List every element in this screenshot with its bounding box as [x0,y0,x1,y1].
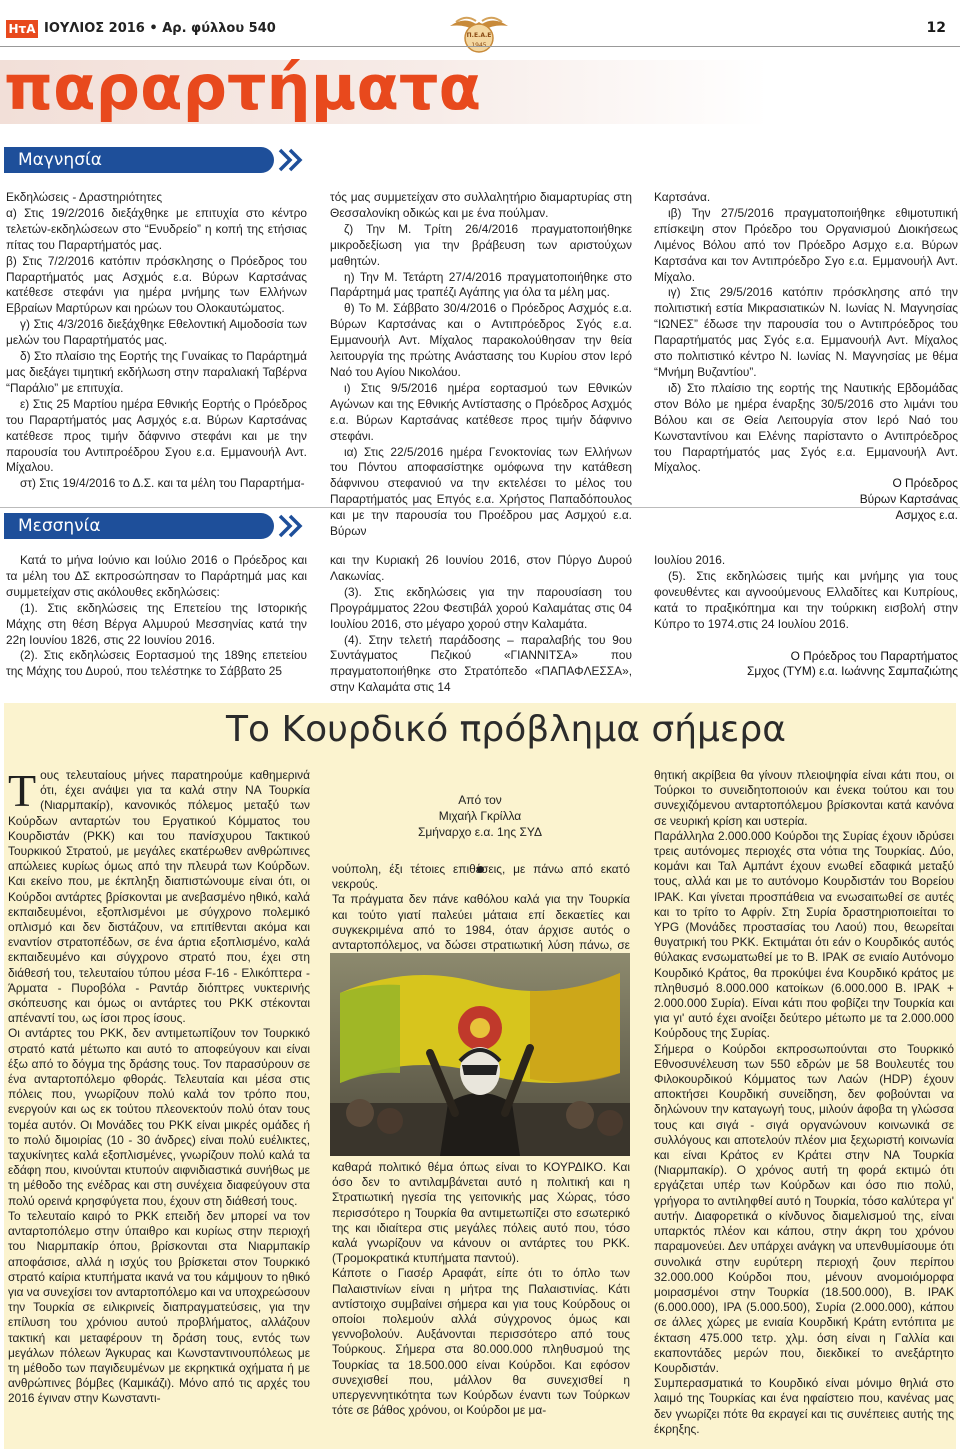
byline-line: Από τον [458,793,502,807]
paragraph: (1). Στις εκδηλώσεις της Επετείου της Ιστορικής Μάχης στη θέση Βέργα Αλμυρού Μεσσηνίας κατά την 22η Ιουνίου 1826, στις 22 Ιουνίου 2016. [6,600,307,647]
masthead-title: παραρτήματα [4,51,482,124]
paragraph: η) Την Μ. Τετάρτη 27/4/2016 πραγματοποιήθηκε στο Παράρτημά μας τραπέζι Αγάπης για όλα τα μέλη μας. [330,269,632,300]
paragraph: ι) Στις 9/5/2016 ημέρα εορτασμού των Εθνικών Αγώνων και της Εθνικής Αντίστασης ο Πρόεδρος Ασχμός ε.α. Βύρων Καρτσάνας κατέθεσε προς τιμήν δάφνινο στεφάνι. [330,380,632,443]
paragraph: Ιουλίου 2016. [654,553,726,567]
paragraph: (3). Στις εκδηλώσεις για την παρουσίαση του Προγράμματος 22ου Φεστιβάλ χορού Καλαμάτας στις 04 Ιουλίου 2016, στο μέγαρο χορού στην Καλαμάτα. [330,584,632,631]
article-column-3 [654,768,954,1446]
paragraph: γ) Στις 4/3/2016 διεξάχθηκε Εθελοντική Αιμοδοσία των μελών του Παραρτήματός μας. [6,317,307,348]
paragraph: Καρτσάνα. [654,190,711,204]
messinia-column-1 [6,553,307,680]
chevron-right-icon [288,148,302,172]
signature-line: Βύρων Καρτσάνας [859,492,958,507]
magnisia-column-2 [330,190,632,540]
paragraph: τός μας συμμετείχαν στο συλλαλητήριο διαμαρτυρίας στη Θεσσαλονίκη οδικώς και με ένα πούλμαν. [330,190,632,220]
masthead [0,51,960,124]
article-byline [372,792,588,873]
paragraph: δ) Στο πλαίσιο της Εορτής της Γυναίκας το Παράρτημά μας διεξάγει τιμητική εκδήλωση στην παραλιακή Ταβέρνα “Παράλιο” με επιτυχία. [6,349,307,395]
article-column-1 [8,765,310,1446]
author-name: Μιχαήλ Γκρίλλα [438,809,522,823]
section-title: Μαγνησία [4,147,274,173]
article-title: Το Κουρδικό πρόβλημα σήμερα [226,709,786,750]
paragraph: καθαρά πολιτικό θέμα όπως είναι το ΚΟΥΡΔΙΚΟ. Και όσο δεν το αντιλαμβάνεται αυτό η πολιτική και η Στρατιωτική ηγεσία της γειτονικής μας Χώρας, τόσο περισσότερο η Τουρκία θα αντιμετωπίζει στο εσωτερικό της και ιδιαίτερα στις μεγάλες πόλεις αυτό που, τόσο καλά γνωρίζουν να κάνουν οι αντάρτες του PKK. (Τρομοκρατικά κτυπήματα παντού). [332,1160,630,1266]
paragraph: (5). Στις εκδηλώσεις τιμής και μνήμης για τους φονευθέντες και αγνοούμενους Ελλαδίτες και Κυπρίους, κατά το πραξικόπημα και την τούρκικη εισβολή στην Κύπρο το 1974.στις 24 Ιουλίου 2016. [654,568,958,631]
signature-line: Ασμχος ε.α. [895,508,958,523]
paragraph: (4). Στην τελετή παράδοσης – παραλαβής του 9ου Συντάγματος Πεζικού «ΓΙΑΝΝΙΤΣΑ» που πραγματοποιήθηκε στο Στρατόπεδο «ΠΑΠΑΦΛΕΣΣΑ», στην Καλαμάτα στις 14 [330,632,632,695]
paragraph: Κατά το μήνα Ιούνιο και Ιούλιο 2016 ο Πρόεδρος και τα μέλη του ΔΣ εκπροσώπησαν το Παράρτημά μας και συμμετείχαν στις ακόλουθες εκδηλώσεις: [6,553,307,599]
paragraph: ιδ) Στο πλαίσιο της εορτής της Ναυτικής Εβδομάδας στον Βόλο με ημέρα έναρξης 30/5/2016 στο λιμάνι του Βόλου και σε Θεία Λειτουργία στον Ιερό Ναό του Κωνσταντίνου και Ελένης παρίσταντο ο Αντιπρόεδρος του Παραρτήματός μας Σγός ε.α. Εμμανουήλ Αντ. Μίχαλος. [654,380,958,475]
chevron-right-icon [288,514,302,538]
page-number: 12 [926,20,946,36]
messinia-column-2 [330,553,632,696]
paragraph-heading: Εκδηλώσεις - Δραστηριότητες [6,190,163,204]
emblem-text: Π.Ε.Α.Ε [466,32,492,39]
magnisia-column-1 [6,190,307,492]
paragraph: Συμπερασματικά το Κουρδικό είναι μόνιμο θηλιά στο λαιμό της Τουρκίας και ένα ηφαίστειο που, κανένας μας δεν γνωρίζει πότε θα εκραγεί και τις συνέπειες αυτής της έκρηξης. [654,1376,954,1436]
paragraph: θ) Το Μ. Σάββατο 30/4/2016 ο Πρόεδρος Ασχμός ε.α. Βύρων Καρτσάνας και ο Αντιπρόεδρος Σγός ε.α. Εμμανουήλ Αντ. Μίχαλος παρακολούθησαν την θεία λειτουργία της πρώτης Ανάστασης του Κυρίου στον Ιερό Ναό του Αγίου Νικολάου. [330,301,632,379]
paragraph: β) Στις 7/2/2016 κατόπιν πρόσκλησης ο Πρόεδρος του Παραρτήματός μας Ασχμός ε.α. Βύρων Καρτσάνας κατέθεσε στεφάνι για ημέρα μνήμης των Ελλήνων Εβραίων Μαρτύρων και ηρώων του Ολοκαυτώματος. [6,253,307,316]
issue-info: ΙΟΥΛΙΟΣ 2016 • Αρ. φύλλου 540 [44,21,276,36]
author-rank: Σμήναρχο ε.α. 1ης ΣΥΔ [417,825,543,839]
paragraph: Τους τελευταίους μήνες παρατηρούμε καθημερινά ότι, έχει ανάψει για τα καλά στην ΝΑ Τουρκία (Νιαρμπακίρ), κανονικός πόλεμος μεταξύ των Κούρδων ανταρτών του Εργατικού Κόμματος του Κουρδιστάν (PKK) και του πανίσχυρου Τακτικού Τουρκικού Στρατού, με μεγάλες εκατέρωθεν ανθρώπινες απώλειες κυρίως όμως από την πλευρά των Κούρδων. Και εκείνο που, με έκπληξη διαπιστώνουμε είναι ότι, οι Κούρδοι αντάρτες βρίσκονται με ανεβασμένο ηθικό, καλά εκπαιδευμένοι, εξοπλισμένοι με σύγχρονο πολεμικό οπλισμό και δεν διστάζουν, να επιτίθενται ακόμα και εναντίον στρατοπέδων, σε ένα άρτια εξοπλισμένο, καλά εκπαιδευμένο και σύγχρονο στρατό που, έχει στη διάθεσή του, τελευταίου τύπου μέσα F-16 - Ελικόπτερα - Άρματα - Πυροβόλα - Ραντάρ διόπτρες νυκτερινής σκόπευσης και όμως οι αντάρτες του PKK στέκονται απέναντί του, ως ίσοι προς ίσους. [8,765,310,1026]
protester-flag-image [330,953,630,1156]
page-header [0,8,960,42]
messinia-column-3 [654,553,958,680]
section-divider [0,507,960,508]
paragraph: Σήμερα ο Κούρδοι εκπροσωπούνται στο Τουρκικό Εθνοσυνέλευση των 550 εδρών με 58 Βουλευτές του Φιλοκουρδικού Κόμματος των Λαών (HDP) έχουν αποκτήσει Κουρδική συνείδηση, δεν φοβούνται να δηλώνουν την καταγωγή τους, μιλούν άφοβα τη γλώσσα τους και σιγά - σιγά οργανώνουν κοινωνικά σε συλλόγους και αποτελούν πλέον μια ξεχωριστή κοινωνία και είναι Κράτος εν Κράτει στην ΝΑ Τουρκία (Νιαρμπακίρ). Ο χρόνος αυτή τη φορά εκτιμώ ότι εργάζεται υπέρ των Κούρδων και όσο πιο πολύ, γρήγορα το αντιληφθεί αυτό η Τουρκία, τόσο καλύτερα γι' αυτήν. Διαφορετικά ο κίνδυνος διαμελισμού της, είναι υπαρκτός πλέον και κάπου, στην άκρη του χρόνου παραμονεύει. Δεν υπάρχει ανάγκη να υπενθυμίσουμε ότι συνολικά στην ευρύτερη περιοχή ζουν περίπου 32.000.000 Κούρδοι που, μένουν ανομοιόμορφα μοιρασμένοι στην Τουρκία (18.500.000), Β. ΙΡΑΚ (6.000.000), IPA (5.000.500), Συρία (2.000.000), κάπου σε άλλες χώρες με ενιαία Κουρδική Κράτη εντόπιτα με έκταση 475.000 τετρ. χλμ. όση είναι η Γαλλία και εκαποντάδες μερών που, διεκδικεί το ανεξάρτητο Κουρδιστάν. [654,1041,954,1375]
paragraph: ιγ) Στις 29/5/2016 κατόπιν πρόσκλησης από την πολιτιστική εστία Μικρασιατικών Ν. Ιωνίας Ν. Μαγνησίας “ΙΩΝΕΣ” έδωσε την παρουσία του ο Αντιπρόεδρος του Παραρτήματός μας Σγός ε.α. Εμμανουήλ Αντ. Μίχαλος στο πολιτιστικό κέντρο Ν. Ιωνίας Ν. Μαγνησίας με θέμα “Μνήμη Βυζαντίου”. [654,285,958,379]
paragraph: στ) Στις 19/4/2016 το Δ.Σ. και τα μέλη του Παραρτήμα- [20,476,305,491]
signature-line: Ο Πρόεδρος του Παραρτήματος [790,648,958,663]
paragraph: (2). Στις εκδηλώσεις Εορτασμού της 189ης επετείου της Μάχης του Δυρού, που τελέστηκε το Σάββατο 25 [6,648,307,679]
paragraph: ζ) Την Μ. Τρίτη 26/4/2016 πραγματοποιήθηκε μικροδεξίωση για την βράβευση των αριστούχων μαθητών. [330,221,632,268]
paragraph: Παράλληλα 2.000.000 Κούρδοι της Συρίας έχουν ιδρύσει τρεις αυτόνομες περιοχές στα νότια της Τουρκίας. Δύο, κομάνι και Ταλ Αμπάντ έχουν ενωθεί εδαφικά μεταξύ τους, αλλά και με το αυτόνομο Κουρδιστάν του Βορείου ΙΡΑΚ. Και γίνεται προσπάθεια να ενωσαιτωθεί σε αυτές και το τρίτο το Αφρίν. Στη Συρία δραστηριοποιείται το YPG (Μονάδες προστασίας του Λαού) που, θεωρείται θυγατρική του PKK. Εκτιμάται ότι εάν ο Κουρδικός αυτός θύλακας ενσωματωθεί με το Β. ΙΡΑΚ σε ενιαίο Αυτόνομο Κουρδικό Κράτος, θα προκύψει ένα Κουρδικό κράτος με πληθυσμό 8.000.000 κατοίκων (6.000.000 Β. ΙΡΑΚ + 2.000.000 Συρία). Είναι κάτι που φοβίζει την Τουρκία και για γι' αυτό έχει ανοίξει δεύτερο μέτωπο με τα 2.000.000 Κούρδους της Συρίας. [654,828,954,1041]
drop-cap: Τ [8,765,37,816]
magnisia-column-3 [654,190,958,524]
article-column-2-top [332,862,630,952]
paragraph: Κάποτε ο Γιασέρ Αραφάτ, είπε ότι το όπλο των Παλαιστινίων είναι η μήτρα της Παλαιστινίας. Κάτι αντίστοιχο συμβαίνει σήμερα και για τους Κούρδους οι οποίοι πολεμούν αλλά σύγχρονος όμως και γεννοβολούν. Αυξάνονται περισσότερο από τους Τούρκους. Σήμερα στα 80.000.000 πληθυσμού της Τουρκίας τα 18.500.000 είναι Κούρδοι. Και εφόσον συνεχισθεί που, μάλλον θα συνεχισθεί η υπεργεννητικότητα των Κούρδων έναντι των Τούρκων τότε σε βάθος χρόνου, οι Κούρδοι με μα- [332,1266,630,1418]
paragraph: και την Κυριακή 26 Ιουνίου 2016, στον Πύργο Δυρού Λακωνίας. [330,553,632,583]
signature-line: Ο Πρόεδρος [892,476,958,491]
paragraph: Το τελευταίο καιρό το PKK επειδή δεν μπορεί να τον ανταρτοπόλεμο στην ύπαιθρο και κυρίως στην περιοχή του Νιαρμπακίρ όπου, βρίσκονται στα Νιαρμπακίρ αποφάσισε, αλλά η ισχύς του βρίσκεται στον Τουρκικό στρατό καίρια κτυπήματα ικανά να του κάμψουν το ηθικό για να συνεχίσει τον ανταρτοπόλεμο και να υποχρεώσουν την Τουρκία σε ειλικρινείς διαπραγματεύσεις, για την επίλυση του χρόνιου αυτού προβλήματος, αλλάζουν τακτική και μεταφέρουν τη δράση τους, εντός των μεγάλων πόλεων Άγκυρας και Κωνσταντινουπόλεως με τη μέθοδο των παγιδευμένων με εκρηκτικά οχήματα ή με ανθρώπινες βόμβες (Καμικάζι). Μόνο από τις αρχές του 2016 έγιναν στην Κωνσταντι- [8,1208,310,1406]
header-rule [0,46,960,47]
paragraph: ια) Στις 22/5/2016 ημέρα Γενοκτονίας των Ελλήνων του Πόντου απoφασίστηκε ομόφωνα την κατάθεση δάφνινου στεφανιού να την εκτελέσει το μέλος του Παραρτήματός μας Επγός ε.α. Χρήστος Παπαδόπουλος και με την παρουσία του Προέδρου μας Ασμχού ε.α. Βύρων [330,444,632,539]
emblem-icon [448,12,510,56]
section-header-messinia [4,513,304,539]
signature-line: Σμχος (ΤΥΜ) ε.α. Ιωάννης Σαμπαζιώτης [747,664,958,679]
paragraph: Οι αντάρτες του PKK, δεν αντιμετωπίζουν τον Τουρκικό στρατό κατά μέτωπο και αυτό το αποφεύγουν και είναι έξω από το δόγμα της δράσης τους. Τον παρασύρουν σε ένα ανταρτοπόλεμο φθοράς. Τελευταία και μέσα στις πόλεις που, γνωρίζουν πολύ καλά τον τρόπο που, ενεργούν και ως εκ τούτου πλεονεκτούν πολύ όταν τους τομέα αυτόν. Οι Μονάδες του PKK είναι μικρές ομάδες ή το πολύ διμοιρίας (10 - 30 άνδρες) είναι πολύ ευέλικτες, ταχυκίνητες καλά εξοπλισμένες, γνωρίζουν πολύ καλά τα εδάφη που, κινούνται κτυπούν αιφνιδιαστικά συνήθως με τη μέθοδο της ενέδρας και στη συνέχεια διαφεύγουν στα πολύ ορεινά κρησφύγετα που, έχουν στη διάθεσή τους. [8,1026,310,1208]
protest-photo [330,953,630,1156]
paragraph: Τα πράγματα δεν πάνε καθόλου καλά για την Τουρκία και τούτο γιατί παλεύει μάταια επί δεκαετίες και συγκεκριμένα από το 1984, όταν άρχισε αυτός ο ανταρτοπόλεμος, να δώσει στρατιωτική λύση πάνω, σε [332,892,630,953]
paragraph: ε) Στις 25 Μαρτίου ημέρα Εθνικής Εορτής ο Πρόεδρος του Παραρτήματός μας Ασμχός ε.α. Βύρων Καρτσάνας κατέθεσε προς τιμήν δάφνινο στεφάνι και με την παρουσία του Αντιπροέδρου Σγου ε.α. Εμμανουήλ Αντ. Μίχαλου. [6,396,307,475]
paragraph: νούπολη, έξι τέτοιες επιθέσεις, με πάνω από εκατό νεκρούς. [332,862,630,892]
article-column-2-bottom [332,1160,630,1448]
publication-logo: ΗτΑ [6,20,38,38]
paragraph: θητική ακρίβεια θα γίνουν πλειοψηφία είναι κάτι που, οι Τούρκοι το συνειδητοποιούν και ένεκα τούτου και του συνεχιζόμενου ανταρτοπόλεμου βρίσκονται κατά κανόνα σε νευρική κρίση και υστερία. [654,768,954,828]
section-title: Μεσσηνία [4,513,274,539]
paragraph: α) Στις 19/2/2016 διεξάχθηκε με επιτυχία στο κέντρο τελετών-εκδηλώσεων στο “Ενυδρείο” η κοπή της ετήσιας πίτας του Παραρτήματός μας. [6,205,307,252]
section-header-magnisia [4,147,304,173]
paragraph: ιβ) Την 27/5/2016 πραγματοποιήθηκε εθιμοτυπική επίσκεψη στον Πρόεδρο του Οργανισμού Διοικήσεως Λιμένος Βόλου από τον Πρόεδρο Ασμχο ε.α. Βύρων Καρτσάνα και τον Αντιπρόεδρο Σγο ε.α. Εμμανουήλ Αντ. Μίχαλο. [654,205,958,284]
